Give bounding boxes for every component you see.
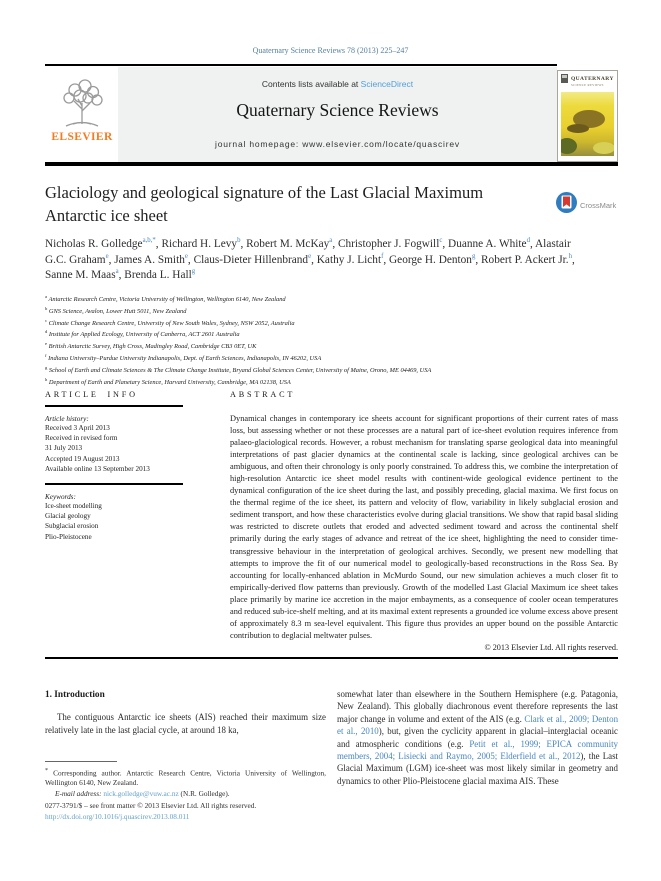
article-info-column: [45, 390, 187, 542]
author-affil-sup: e: [105, 252, 109, 260]
author-affil-sup: e: [308, 252, 312, 260]
affiliation-line: $^f$ Indiana University–Purdue University Indianapolis, Dept. of Earth Sciences, Indianapolis, IN 46202, USA: [45, 353, 322, 363]
footnote-star: *: [45, 768, 49, 774]
author-affil-sup: d: [526, 237, 530, 245]
citation-link[interactable]: Clark et al., 2009; Denton et al., 2010: [337, 713, 619, 737]
author-name: Alastair G.C. Graham: [45, 238, 571, 266]
contents-prefix: Contents lists available at: [261, 79, 361, 89]
author-name: Brenda L. Hall: [124, 269, 192, 282]
elsevier-logo[interactable]: [46, 78, 118, 162]
sciencedirect-link[interactable]: ScienceDirect: [360, 79, 414, 89]
history-label: Article history:: [45, 415, 89, 423]
author-affil-sup: e: [184, 252, 188, 260]
author-name: James A. Smith: [114, 253, 185, 266]
author-affil-sup: g: [191, 268, 196, 276]
affiliation-line: $^a$ Antarctic Research Centre, Victoria University of Wellington, Wellington 6140, New Zealand: [45, 294, 286, 304]
author-affil-sup: a,b,*: [142, 237, 156, 245]
header-rule-top: [45, 64, 557, 66]
cover-emblem-icon: [561, 74, 568, 83]
history-line: 31 July 2013: [45, 444, 83, 453]
keywords-label: Keywords:: [45, 493, 76, 502]
doi-link[interactable]: http://dx.doi.org/10.1016/j.quascirev.2013.08.011: [45, 811, 190, 821]
article-title: Glaciology and geological signature of the Last Glacial Maximum Antarctic ice sheet: [45, 183, 484, 225]
article-info-heading: ARTICLE INFO: [45, 390, 138, 399]
author-name: Robert M. McKay: [246, 238, 330, 250]
history-line: Available online 13 September 2013: [45, 464, 150, 473]
cover-subtitle: SCIENCE REVIEWS: [571, 83, 604, 87]
author-name: Richard H. Levy: [161, 238, 238, 250]
email-link[interactable]: nick.golledge@vuw.ac.nz: [103, 789, 179, 799]
affiliation-line: $^h$ Department of Earth and Planetary Science, Harvard University, Cambridge, MA 02138, USA: [45, 376, 291, 386]
abstract-copyright: © 2013 Elsevier Ltd. All rights reserved.: [484, 642, 618, 652]
author-affil-sup: b: [237, 237, 241, 245]
email-suffix: (N.R. Golledge).: [178, 789, 230, 799]
crossmark-badge[interactable]: [556, 192, 622, 222]
intro-right-paragraph: [337, 688, 618, 787]
author-name: Sanne M. Maas: [45, 269, 116, 282]
author-affil-sup: c: [439, 237, 443, 245]
journal-title: Quaternary Science Reviews: [236, 100, 439, 120]
author-name: George H. Denton: [389, 253, 472, 266]
intro-left-column: [45, 690, 326, 736]
keyword-line: Ice-sheet modelling: [45, 502, 102, 511]
issn-line: 0277-3791/$ – see front matter © 2013 Elsevier Ltd. All rights reserved.: [45, 801, 257, 810]
keyword-line: Subglacial erosion: [45, 522, 99, 531]
history-line: Received 3 April 2013: [45, 424, 110, 432]
author-affil-sup: a: [115, 268, 119, 276]
contents-line: [118, 79, 557, 89]
author-name: Robert P. Ackert Jr.: [481, 253, 569, 266]
history-lines: [45, 423, 187, 474]
history-line: Accepted 19 August 2013: [45, 454, 120, 463]
section-heading: 1. Introduction: [45, 690, 105, 700]
author-name: Kathy J. Licht: [316, 253, 382, 266]
cover-artwork: [561, 92, 614, 156]
journal-homepage-link[interactable]: journal homepage: www.elsevier.com/locate/quascirev: [215, 139, 460, 149]
author-name: Claus-Dieter Hillenbrand: [193, 253, 309, 266]
journal-citation-header: Quaternary Science Reviews 78 (2013) 225–247: [252, 46, 409, 55]
keyword-lines: [45, 501, 187, 542]
author-affil-sup: f: [381, 252, 384, 260]
paragraph-text: somewhat later than elsewhere in the Southern Hemisphere (e.g. Patagonia, New Zealand). This globally diachronous event therefore represents the last major change in volume and extent of the AIS (e.g.: [337, 689, 618, 724]
email-label: E-mail address:: [55, 789, 102, 799]
intro-left-paragraph: The contiguous Antarctic ice sheets (AIS) reached their maximum size relatively late in the last glacial cycle, at around 18 ka,: [45, 712, 326, 735]
abstract-column: [230, 390, 618, 652]
affiliation-line: $^d$ Institute for Applied Ecology, University of Canberra, ACT 2601 Australia: [45, 329, 240, 339]
author-name: Christopher J. Fogwill: [337, 238, 440, 250]
crossmark-label: CrossMark: [580, 200, 617, 210]
corresponding-author-footnote: [45, 761, 326, 799]
abstract-heading: ABSTRACT: [230, 390, 296, 399]
affiliation-line: $^e$ British Antarctic Survey, High Cross, Madingley Road, Cambridge CB3 0ET, UK: [45, 341, 257, 351]
header-rule-bottom: [45, 162, 618, 166]
affiliation-line: $^g$ School of Earth and Climate Sciences & The Climate Change Institute, Bryand Global Sciences Center, University of Maine, Orono, ME 04469, USA: [45, 364, 432, 375]
history-line: Received in revised form: [45, 434, 118, 443]
email-line: [45, 789, 326, 799]
keyword-line: Glacial geology: [45, 512, 91, 521]
cover-title: QUATERNARY: [571, 76, 614, 82]
author-list: Nicholas R. Golledge$^{a,b,*}$, Richard H. Levy$^b$, Robert M. McKay$^a$, Christopher J. Fogwill$^c$, Duanne A. White$^d$, Alastair G.C. Graham$^e$, James A. Smith$^e$, Claus-Dieter Hillenbrand$^e$, Kathy J. Licht$^f$, George H. Denton$^g$, Robert P. Ackert Jr.$^h$, Sanne M. Maas$^a$, Brenda L. Hall$^g$: [45, 237, 575, 282]
keywords-rule: [45, 483, 183, 485]
citation-link[interactable]: Petit et al., 1999; EPICA community members, 2004; Lisiecki and Raymo, 2005; Elderfield et al., 2012: [337, 738, 618, 762]
footnote-rule: [45, 761, 117, 762]
abstract-text: Dynamical changes in contemporary ice sheets account for significant proportions of their current rates of mass loss, but assessing whether or not these processes are a natural part of ice-sheet evolution requires inference from palaeo-glaciological records. However, a robust mechanism for translating sparse geological data into meaningful interpretations of past glacier dynamics at the continental scale is lacking, since geological archives can be ambiguous, and often their chronology is only poorly constrained. To address this, we combine the interpretation of high-resolution Antarctic ice sheet model results with continent-wide geological evidence pertinent to the dynamical configuration of the ice sheet during the last, and possibly preceding, glacial maxima. We first focus on the thermal regime of the ice sheet, its pattern and velocity of flow, variability in likely subglacial erosion and sediment transport, and how these characteristics evolve during glacial transitions. We show that rapid basal sliding was restricted to discrete outlets that eroded and advected sediment toward and across the continental shelf primarily during the early stages of advance and retreat of the ice sheet, highlighting the need to consider time-transgressive behaviour in the interpretation of geological archives. Secondly, we present new modelling that attempts to improve the fit of our numerical model to geologically-based reconstructions in the Ross Sea. By accounting for locally-enhanced ablation in McMurdo Sound, our new simulation achieves a much closer fit to empirically-derived flow patterns than previously. Growth of the modelled Last Glacial Maximum ice sheet takes place primarily by marine ice accretion in the major embayments, as a consequence of cooler ocean temperatures and reduced sub-ice-shelf melting, and at its maximal extent represents a grounded ice volume excess above present of approximately 8.3 m sea-level equivalent. This figure thus provides an upper bound on the possible Antarctic contribution to deglacial meltwater pulses.: [230, 414, 618, 640]
author-affil-sup: h: [568, 252, 572, 260]
author-affil-sup: g: [471, 252, 476, 260]
affiliation-line: $^c$ Climate Change Research Centre, University of New South Wales, Sydney, NSW 2052, Australia: [45, 317, 295, 327]
publisher-footer: [45, 801, 365, 822]
journal-cover-thumbnail[interactable]: [557, 70, 618, 162]
abstract-rule-bottom: [45, 657, 618, 659]
keyword-line: Plio-Pleistocene: [45, 532, 92, 541]
affiliation-list: [45, 293, 605, 388]
paragraph-text: ), but, given the cyclicity apparent in glacial–interglacial oceanic and atmospheric conditions (e.g.: [337, 726, 618, 749]
crossmark-icon: [556, 192, 577, 218]
elsevier-tree-icon: [46, 78, 118, 130]
affiliation-line: $^b$ GNS Science, Avalon, Lower Hutt 5011, New Zealand: [45, 305, 187, 315]
paragraph-text: ), the Last Glacial Maximum (LGM) ice-sheet was most likely similar in geometry and dynamics to other Plio-Pleistocene glacial maxima AIS. These: [337, 751, 619, 786]
author-name: Nicholas R. Golledge: [45, 238, 143, 250]
corresponding-author-text: * Corresponding author. Antarctic Research Centre, Victoria University of Wellington, Wellington 6140, New Zealand.: [45, 768, 326, 788]
author-affil-sup: a: [329, 237, 333, 245]
author-name: Duanne A. White: [448, 238, 527, 250]
journal-banner: [118, 67, 557, 162]
elsevier-wordmark: ELSEVIER: [51, 131, 113, 143]
article-info-rule: [45, 405, 183, 407]
